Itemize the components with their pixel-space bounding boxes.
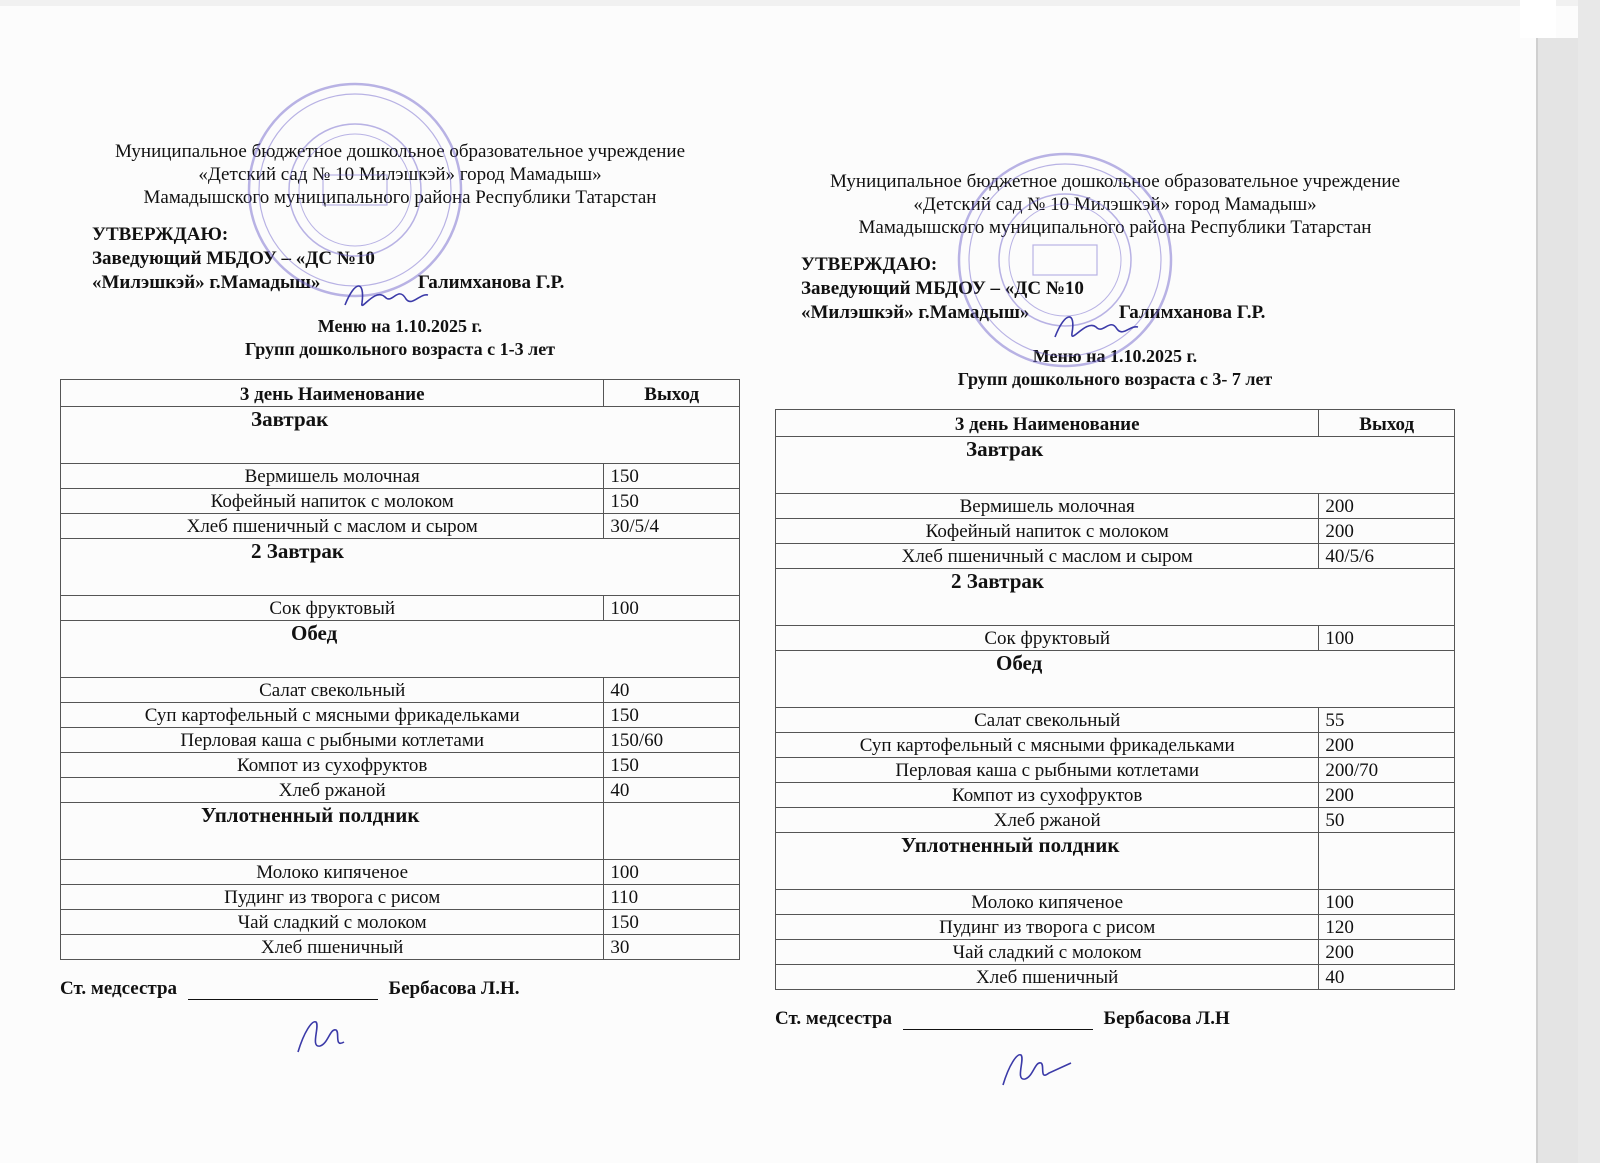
signature-icon	[995, 1045, 1075, 1095]
dish-name: Чай сладкий с молоком	[776, 940, 1319, 965]
table-row	[776, 733, 1455, 758]
nurse-name: Бербасова Л.Н.	[388, 978, 520, 999]
table-row	[776, 494, 1455, 519]
empty-cell	[1319, 833, 1455, 890]
section-row	[776, 833, 1455, 890]
dish-name: Хлеб ржаной	[776, 808, 1319, 833]
org-line: «Детский сад № 10 Милэшкэй» город Мамадыш»	[913, 194, 1317, 215]
section-second-breakfast: 2 Завтрак	[776, 569, 1455, 626]
section-row	[776, 437, 1455, 494]
dish-output: 150	[604, 910, 740, 935]
dish-output: 200/70	[1319, 758, 1455, 783]
approval-position: Заведующий МБДОУ – «ДС №10	[92, 248, 375, 269]
dish-name: Суп картофельный с мясными фрикадельками	[776, 733, 1319, 758]
dish-name: Хлеб пшеничный	[776, 965, 1319, 990]
dish-name: Хлеб пшеничный с маслом и сыром	[61, 514, 604, 539]
approver-name: Галимханова Г.Р.	[417, 272, 565, 293]
table-row	[61, 885, 740, 910]
table-row	[61, 728, 740, 753]
dish-output: 30/5/4	[604, 514, 740, 539]
nurse-name: Бербасова Л.Н	[1103, 1008, 1230, 1029]
section-breakfast: Завтрак	[776, 437, 1455, 494]
section-snack: Уплотненный полдник	[61, 803, 604, 860]
nurse-signature-line	[60, 978, 740, 1000]
table-header	[776, 410, 1455, 437]
section-row	[776, 651, 1455, 708]
dish-output: 150/60	[604, 728, 740, 753]
table-row	[776, 808, 1455, 833]
section-row	[61, 539, 740, 596]
scan-top-edge	[0, 0, 1578, 6]
dish-name: Пудинг из творога с рисом	[61, 885, 604, 910]
section-second-breakfast: 2 Завтрак	[61, 539, 740, 596]
dish-name: Компот из сухофруктов	[61, 753, 604, 778]
dish-name: Перловая каша с рыбными котлетами	[776, 758, 1319, 783]
scan-corner	[1520, 0, 1556, 38]
menu-age-group: Групп дошкольного возраста с 3- 7 лет	[957, 369, 1273, 389]
signature-underline	[903, 1011, 1093, 1030]
org-line: Муниципальное бюджетное дошкольное образовательное учреждение	[115, 141, 685, 162]
dish-name: Хлеб пшеничный с маслом и сыром	[776, 544, 1319, 569]
dish-name: Суп картофельный с мясными фрикадельками	[61, 703, 604, 728]
dish-output: 100	[1319, 626, 1455, 651]
header-output: Выход	[1319, 410, 1455, 437]
dish-name: Компот из сухофруктов	[776, 783, 1319, 808]
dish-output: 200	[1319, 940, 1455, 965]
dish-output: 150	[604, 703, 740, 728]
table-row	[776, 890, 1455, 915]
approval-position: Заведующий МБДОУ – «ДС №10	[801, 278, 1084, 299]
dish-output: 100	[604, 860, 740, 885]
dish-name: Хлеб ржаной	[61, 778, 604, 803]
dish-name: Чай сладкий с молоком	[61, 910, 604, 935]
official-stamp-icon	[245, 80, 465, 300]
dish-output: 40	[604, 778, 740, 803]
table-row	[776, 783, 1455, 808]
dish-output: 200	[1319, 783, 1455, 808]
dish-output: 200	[1319, 519, 1455, 544]
menu-date: Меню на 1.10.2025 г.	[317, 316, 483, 336]
signature-icon	[1050, 305, 1140, 350]
approval-org: «Милэшкэй» г.Мамадыш»	[801, 302, 1030, 323]
menu-table	[775, 409, 1455, 990]
table-row	[61, 678, 740, 703]
dish-output: 120	[1319, 915, 1455, 940]
table-row	[776, 626, 1455, 651]
dish-output: 100	[604, 596, 740, 621]
table-row	[776, 544, 1455, 569]
scan-right-margin	[1538, 38, 1578, 1163]
org-line: Мамадышского муниципального района Республики Татарстан	[858, 217, 1372, 238]
dish-name: Вермишель молочная	[61, 464, 604, 489]
table-row	[61, 910, 740, 935]
nurse-label: Ст. медсестра	[775, 1008, 893, 1029]
org-line: Муниципальное бюджетное дошкольное образовательное учреждение	[830, 171, 1400, 192]
table-row	[61, 514, 740, 539]
table-row	[61, 778, 740, 803]
menu-age-group: Групп дошкольного возраста с 1-3 лет	[244, 339, 556, 359]
table-header	[61, 380, 740, 407]
section-row	[61, 803, 740, 860]
section-row	[776, 569, 1455, 626]
signature-icon	[340, 275, 430, 320]
dish-name: Молоко кипяченое	[61, 860, 604, 885]
dish-output: 200	[1319, 733, 1455, 758]
org-line: Мамадышского муниципального района Республики Татарстан	[143, 187, 657, 208]
dish-output: 150	[604, 489, 740, 514]
dish-name: Молоко кипяченое	[776, 890, 1319, 915]
dish-name: Вермишель молочная	[776, 494, 1319, 519]
dish-name: Сок фруктовый	[776, 626, 1319, 651]
table-row	[61, 860, 740, 885]
dish-output: 110	[604, 885, 740, 910]
dish-output: 55	[1319, 708, 1455, 733]
table-row	[61, 935, 740, 960]
table-row	[776, 758, 1455, 783]
table-row	[776, 708, 1455, 733]
section-lunch: Обед	[61, 621, 740, 678]
approval-org: «Милэшкэй» г.Мамадыш»	[92, 272, 321, 293]
dish-output: 50	[1319, 808, 1455, 833]
header-output: Выход	[604, 380, 740, 407]
dish-name: Салат свекольный	[776, 708, 1319, 733]
table-row	[61, 703, 740, 728]
header-name: 3 день Наименование	[776, 410, 1319, 437]
section-row	[61, 407, 740, 464]
dish-name: Пудинг из творога с рисом	[776, 915, 1319, 940]
dish-name: Перловая каша с рыбными котлетами	[61, 728, 604, 753]
menu-table	[60, 379, 740, 960]
nurse-label: Ст. медсестра	[60, 978, 178, 999]
approval-title: УТВЕРЖДАЮ:	[92, 224, 229, 245]
section-lunch: Обед	[776, 651, 1455, 708]
dish-output: 30	[604, 935, 740, 960]
table-row	[776, 519, 1455, 544]
dish-output: 150	[604, 464, 740, 489]
table-row	[776, 915, 1455, 940]
table-row	[61, 596, 740, 621]
org-line: «Детский сад № 10 Милэшкэй» город Мамадыш»	[198, 164, 602, 185]
signature-underline	[188, 981, 378, 1000]
dish-output: 40	[1319, 965, 1455, 990]
table-row	[776, 940, 1455, 965]
table-row	[776, 965, 1455, 990]
menu-date: Меню на 1.10.2025 г.	[1032, 346, 1198, 366]
dish-name: Кофейный напиток с молоком	[61, 489, 604, 514]
section-breakfast: Завтрак	[61, 407, 740, 464]
header-name: 3 день Наименование	[61, 380, 604, 407]
dish-output: 40	[604, 678, 740, 703]
dish-name: Кофейный напиток с молоком	[776, 519, 1319, 544]
dish-output: 150	[604, 753, 740, 778]
dish-output: 100	[1319, 890, 1455, 915]
table-row	[61, 464, 740, 489]
empty-cell	[604, 803, 740, 860]
dish-output: 40/5/6	[1319, 544, 1455, 569]
dish-name: Сок фруктовый	[61, 596, 604, 621]
dish-output: 200	[1319, 494, 1455, 519]
approver-name: Галимханова Г.Р.	[1118, 302, 1266, 323]
approval-title: УТВЕРЖДАЮ:	[801, 254, 938, 275]
table-row	[61, 489, 740, 514]
section-row	[61, 621, 740, 678]
menu-heading	[60, 315, 740, 361]
nurse-signature-line	[775, 1008, 1455, 1030]
dish-name: Хлеб пшеничный	[61, 935, 604, 960]
section-snack: Уплотненный полдник	[776, 833, 1319, 890]
signature-icon	[290, 1012, 350, 1062]
dish-name: Салат свекольный	[61, 678, 604, 703]
table-row	[61, 753, 740, 778]
